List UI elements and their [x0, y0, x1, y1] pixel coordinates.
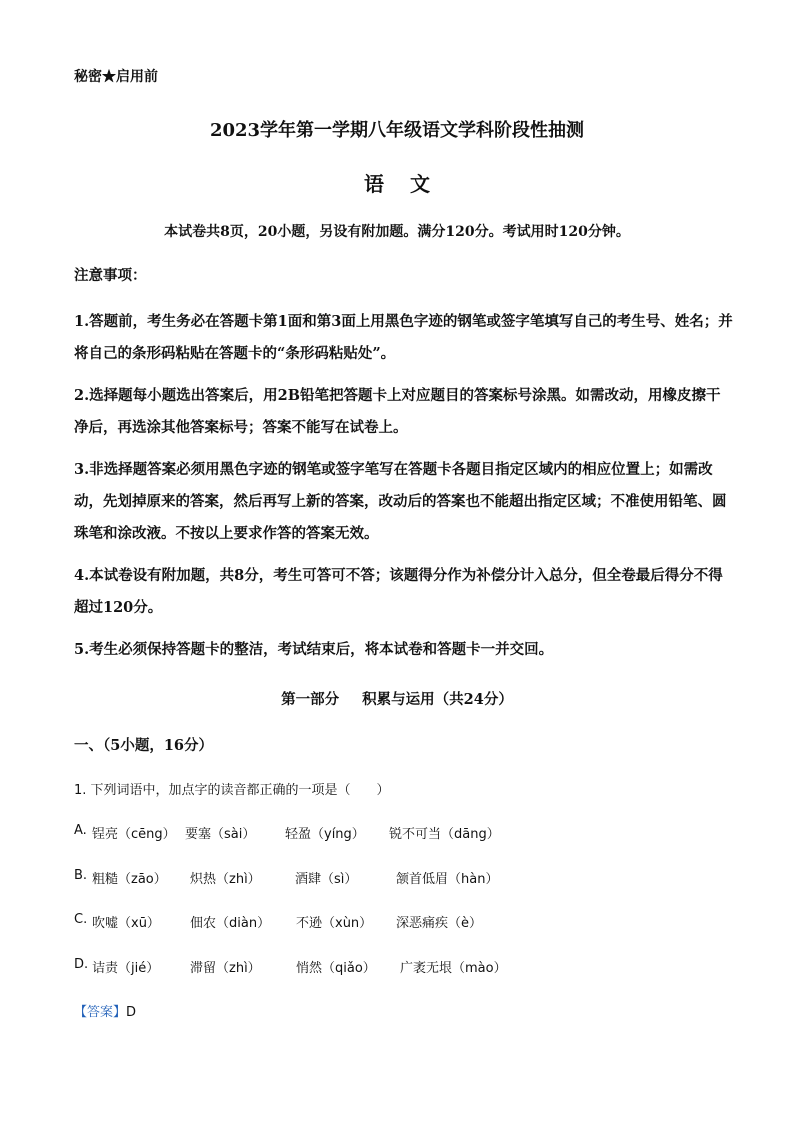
exam-intro: 本试卷共8页，20小题，另设有附加题。满分120分。考试用时120分钟。 — [164, 224, 630, 240]
exam-title: 2023学年第一学期八年级语文学科阶段性抽测 — [209, 120, 585, 141]
note-item: 1.答题前，考生务必在答题卡第1面和第3面上用黑色字迹的钢笔或签字笔填写自己的考生号、姓名；并将自己的条形码粘贴在答题卡的“条形码粘贴处”。 — [74, 313, 733, 362]
option-item: 要塞（sài） — [185, 827, 256, 842]
note-item: 4.本试卷设有附加题，共8分，考生可答可不答；该题得分作为补偿分计入总分，但全卷最后得分不得超过120分。 — [74, 567, 723, 616]
option-item: 深恶痛疾（è） — [396, 916, 482, 931]
option-label: A. — [74, 823, 87, 838]
option-item: 轻盈（yíng） — [285, 827, 365, 842]
note-item: 2.选择题每小题选出答案后，用2B铅笔把答题卡上对应题目的答案标号涂黑。如需改动，用橡皮擦干净后，再选涂其他答案标号；答案不能写在试卷上。 — [74, 387, 721, 436]
option-item: 炽热（zhì） — [190, 872, 261, 887]
option-item: 不逊（xùn） — [296, 916, 373, 931]
option-item: 锐不可当（dāng） — [389, 827, 500, 842]
option-item: 悄然（qiǎo） — [296, 961, 376, 976]
answer-tag: 【答案】 — [74, 1005, 127, 1020]
option-label: C. — [74, 912, 88, 927]
option-item: 滞留（zhì） — [190, 961, 261, 976]
section-title: 一、（5小题，16分） — [74, 737, 214, 754]
option-item: 诘责（jié） — [92, 961, 160, 976]
option-item: 佃农（diàn） — [190, 916, 271, 931]
option-item: 吹嘘（xū） — [92, 916, 160, 931]
confidential-label: 秘密★启用前 — [74, 69, 158, 85]
option-item: 广袤无垠（mào） — [400, 961, 507, 976]
option-item: 颔首低眉（hàn） — [396, 872, 499, 887]
option-item: 粗糙（zāo） — [92, 872, 167, 887]
answer-value: D — [126, 1005, 137, 1020]
subject-title: 语文 — [364, 172, 456, 196]
option-item: 锃亮（cēng） — [92, 827, 176, 842]
option-label: D. — [74, 957, 89, 972]
answer-line — [74, 1001, 136, 1020]
part-title: 第一部分 积累与运用（共24分） — [281, 691, 513, 708]
option-label: B. — [74, 868, 88, 883]
notes-list — [74, 306, 734, 676]
note-item: 3.非选择题答案必须用黑色字迹的钢笔或签字笔写在答题卡各题目指定区域内的相应位置上；如需改动，先划掉原来的答案，然后再写上新的答案，改动后的答案也不能超出指定区域；不准使用铅笔、圆珠笔和涂改液。不按以上要求作答的答案无效。 — [74, 461, 727, 542]
note-item: 5.考生必须保持答题卡的整洁，考试结束后，将本试卷和答题卡一并交回。 — [74, 641, 554, 658]
notes-title: 注意事项： — [74, 267, 147, 284]
question-stem: 1. 下列词语中，加点字的读音都正确的一项是（ ） — [74, 783, 390, 798]
option-item: 酒肆（sì） — [295, 872, 358, 887]
